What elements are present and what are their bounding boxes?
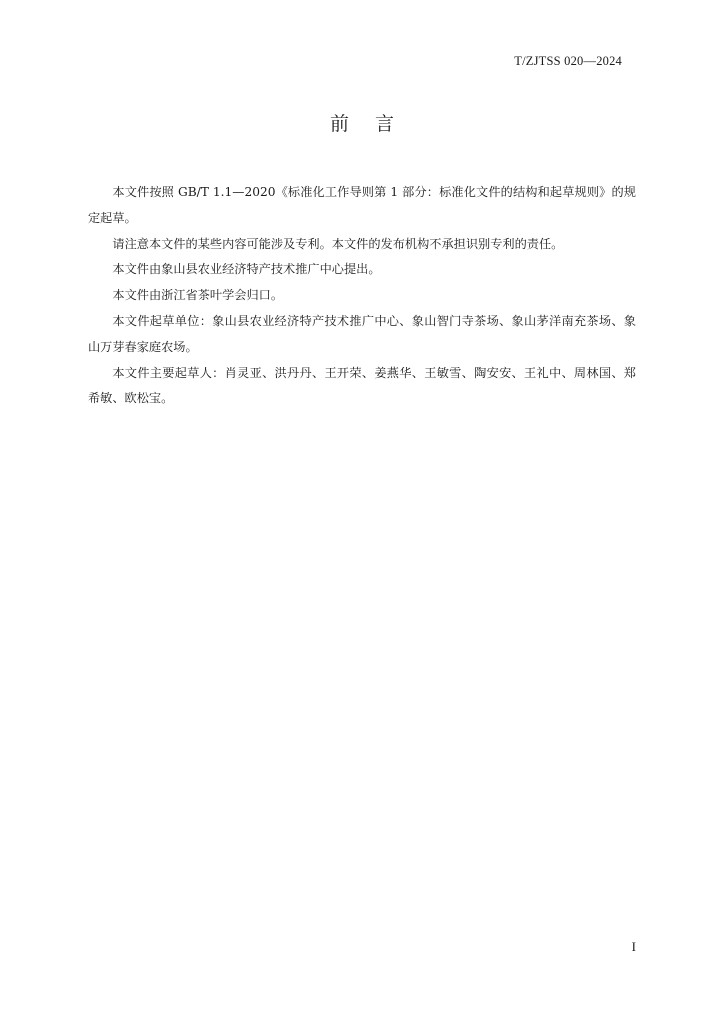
paragraph-centralized-unit: 本文件由浙江省茶叶学会归口。 (112, 288, 284, 303)
page-number: I (631, 939, 636, 954)
document-code: T/ZJTSS 020—2024 (514, 54, 622, 68)
paragraph-drafters: 本文件主要起草人：肖灵亚、洪丹丹、王开荣、姜燕华、王敏雪、陶安安、王礼中、周林国、郑希敏、欧松宝。 (88, 365, 636, 406)
paragraph-drafting-units: 本文件起草单位：象山县农业经济特产技术推广中心、象山智门寺茶场、象山茅洋南充茶场、象山万芽春家庭农场。 (88, 313, 636, 354)
paragraph-patent-notice: 请注意本文件的某些内容可能涉及专利。本文件的发布机构不承担识别专利的责任。 (112, 236, 564, 251)
paragraph-proposer: 本文件由象山县农业经济特产技术推广中心提出。 (112, 262, 381, 277)
preface-body (88, 180, 636, 412)
paragraph-drafting-rules: 本文件按照 GB/T 1.1—2020《标准化工作导则第 1 部分：标准化文件的结构和起草规则》的规定起草。 (88, 185, 636, 225)
page-title: 前言 (329, 113, 420, 135)
